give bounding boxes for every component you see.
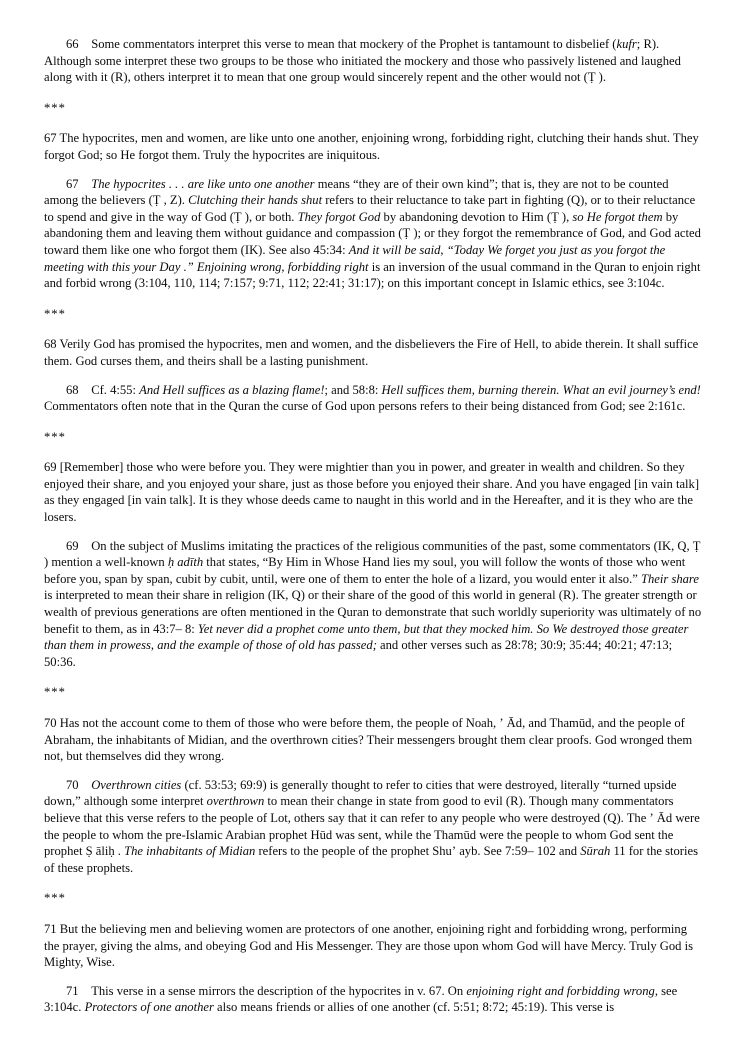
commentary-paragraph-67: 67 The hypocrites . . . are like unto one another means “they are of their own kind”; that is, they are not to be counted among the believers (Ṭ , Z). Clutching their hands shut refers to their reluctance to take part in fighting (Q), or to their reluctance to spend and give in the way of God (Ṭ ), or both. They forgot God by abandoning devotion to Him (Ṭ ), so He forgot them by abandoning them and leaving them without guidance and compassion (Ṭ ); or they forgot the remembrance of God, and God acted toward them like one who forgot them (IK). See also 45:34: And it will be said, “Today We forget you just as you forgot the meeting with this your Day .” Enjoining wrong, forbidding right is an inversion of the usual command in the Quran to enjoin right and forbid wrong (3:104, 110, 114; 7:157; 9:71, 112; 22:41; 31:17); on this important concept in Islamic ethics, see 3:104c.: [44, 176, 701, 291]
verse-number-71: 71: [44, 921, 57, 936]
quoted-phrase-protectors: Protectors of one another: [84, 1000, 214, 1015]
verse-paragraph-70: 70 Has not the account come to them of those who were before them, the people of Noah, ʼ Ād, and Thamūd, and the people of Abraham, the inhabitants of Midian, and the overthrown cities? Their messengers brought them clear proofs. God wronged them not, but themselves did they wrong.: [44, 716, 693, 764]
commentary-paragraph-68: 68 Cf. 4:55: And Hell suffices as a blazing flame!; and 58:8: Hell suffices them, burning therein. What an evil journey’s end! Commentators often note that in the Quran the curse of God upon persons refers to their being distanced from God; see 2:161c.: [44, 382, 701, 414]
verse-number-69-commentary: 69: [66, 538, 79, 553]
commentary-paragraph-66: 66 Some commentators interpret this verse to mean that mockery of the Prophet is tantamount to disbelief (kufr; R). Although some interpret these two groups to be those who initiated the mockery and those who passively listened and laughed along with it (R), others interpret it to mean that one group would sincerely repent and the other would not (Ṭ ).: [44, 37, 681, 85]
verse-number-69: 69: [44, 460, 57, 475]
verse-paragraph-67: 67 The hypocrites, men and women, are like unto one another, enjoining wrong, forbidding right, clutching their hands shut. They forgot God; so He forgot them. Truly the hypocrites are iniquitous.: [44, 131, 699, 162]
quoted-phrase-enjoining-right: enjoining right and forbidding wrong: [466, 983, 655, 998]
commentary-paragraph-70: 70 Overthrown cities (cf. 53:53; 69:9) is generally thought to refer to cities that were destroyed, literally “turned upside down,” although some interpret overthrown to mean their change in state from good to evil (R). Though many commentators believe that this verse refers to the people of Lot, others say that it can refer to any people who were destroyed (Q). The ʼ Ād were the people to whom the pre-Islamic Arabian prophet Hūd was sent, while the Thamūd were the people to whom God sent the prophet Ṣ āliḥ . The inhabitants of Midian refers to the people of the prophet Shuʼ ayb. See 7:59– 102 and Sūrah 11 for the stories of these prophets.: [44, 777, 700, 875]
section-divider-3: ***: [44, 429, 66, 444]
quoted-verse-4-55: And Hell suffices as a blazing flame!: [139, 382, 325, 397]
quoted-verse-58-8: Hell suffices them, burning therein. What an evil journey’s end!: [381, 382, 701, 397]
section-divider-4: ***: [44, 685, 66, 700]
term-surah: Sūrah: [580, 844, 611, 859]
verse-paragraph-71: 71 But the believing men and believing women are protectors of one another, enjoining right and forbidding wrong, performing the prayer, giving the alms, and obeying God and His Messenger. They are those upon whom God will have Mercy. Truly God is Mighty, Wise.: [44, 921, 694, 970]
commentary-paragraph-69: 69 On the subject of Muslims imitating the practices of the religious communities of the past, some commentators (IK, Q, Ṭ ) mention a well-known ḥ adīth that states, “By Him in Whose Hand lies my soul, you will follow the wonts of those who went before you, span by span, cubit by cubit, until, were one of them to enter the hole of a lizard, you would enter it also.” Their share is interpreted to mean their share in religion (IK, Q) or their share of the good of this world in general (R). The greater strength or wealth of previous generations are often mentioned in the Quran to demonstrate that such worldly superiority was ultimately of no benefit to them, as in 43:7– 8: Yet never did a prophet come unto them, but that they mocked him. So We destroyed those greater than them in prowess, and the example of those of old has passed; and other verses such as 28:78; 30:9; 35:44; 40:21; 47:13; 50:36.: [44, 538, 702, 669]
verse-number-68: 68: [44, 337, 57, 352]
verse-number-67: 67: [44, 131, 57, 146]
quoted-phrase-forgot-god: They forgot God: [297, 209, 381, 224]
section-divider-2: ***: [44, 306, 66, 321]
quoted-phrase-so-he-forgot: so He forgot them: [572, 209, 663, 224]
verse-number-70: 70: [44, 716, 57, 730]
verse-number-70-commentary: 70: [66, 777, 79, 792]
term-kufr: kufr: [616, 37, 637, 51]
verse-number-67-commentary: 67: [66, 176, 79, 191]
quoted-verse-43-7-8: Yet never did a prophet come unto them, but that they mocked him. So We destroyed those greater than them in prowess, and the example of those of old has passed;: [44, 621, 689, 653]
verse-number-68-commentary: 68: [66, 382, 79, 397]
section-divider-5: ***: [44, 891, 66, 906]
verse-paragraph-69: 69 [Remember] those who were before you. They were mightier than you in power, and greater in wealth and children. So they enjoyed their share, and you enjoyed your share, just as those before you enjoyed their share. And you have engaged [in vain talk] as they engaged [in vain talk]. It is they whose deeds came to naught in this world and in the Hereafter, and it is they who are the losers.: [44, 460, 700, 525]
verse-number-66: 66: [66, 37, 79, 51]
term-overthrown: overthrown: [206, 794, 265, 809]
quoted-phrase-overthrown-cities: Overthrown cities: [91, 777, 182, 792]
quoted-phrase-their-share: Their share: [641, 571, 699, 586]
commentary-paragraph-71: 71 This verse in a sense mirrors the description of the hypocrites in v. 67. On enjoining right and forbidding wrong, see 3:104c. Protectors of one another also means friends or allies of one another (cf. 5:51; 8:72; 45:19). This verse is: [44, 983, 678, 1015]
quoted-phrase-hypocrites: The hypocrites . . . are like unto one another: [91, 176, 315, 191]
quoted-phrase-enjoining-wrong: Enjoining wrong, forbidding right: [196, 259, 369, 274]
verse-paragraph-68: 68 Verily God has promised the hypocrites, men and women, and the disbelievers the Fire of Hell, to abide therein. It shall suffice them. God curses them, and theirs shall be a lasting punishment.: [44, 337, 699, 368]
term-hadith: ḥ adīth: [167, 555, 204, 570]
quoted-verse-45-34: And it will be said, “Today We forget you just as you forgot the meeting with this your Day .”: [44, 242, 666, 274]
verse-number-71-commentary: 71: [66, 983, 79, 998]
quoted-phrase-clutching: Clutching their hands shut: [188, 193, 323, 208]
quoted-phrase-inhabitants-midian: The inhabitants of Midian: [124, 844, 256, 859]
section-divider-1: ***: [44, 100, 66, 115]
